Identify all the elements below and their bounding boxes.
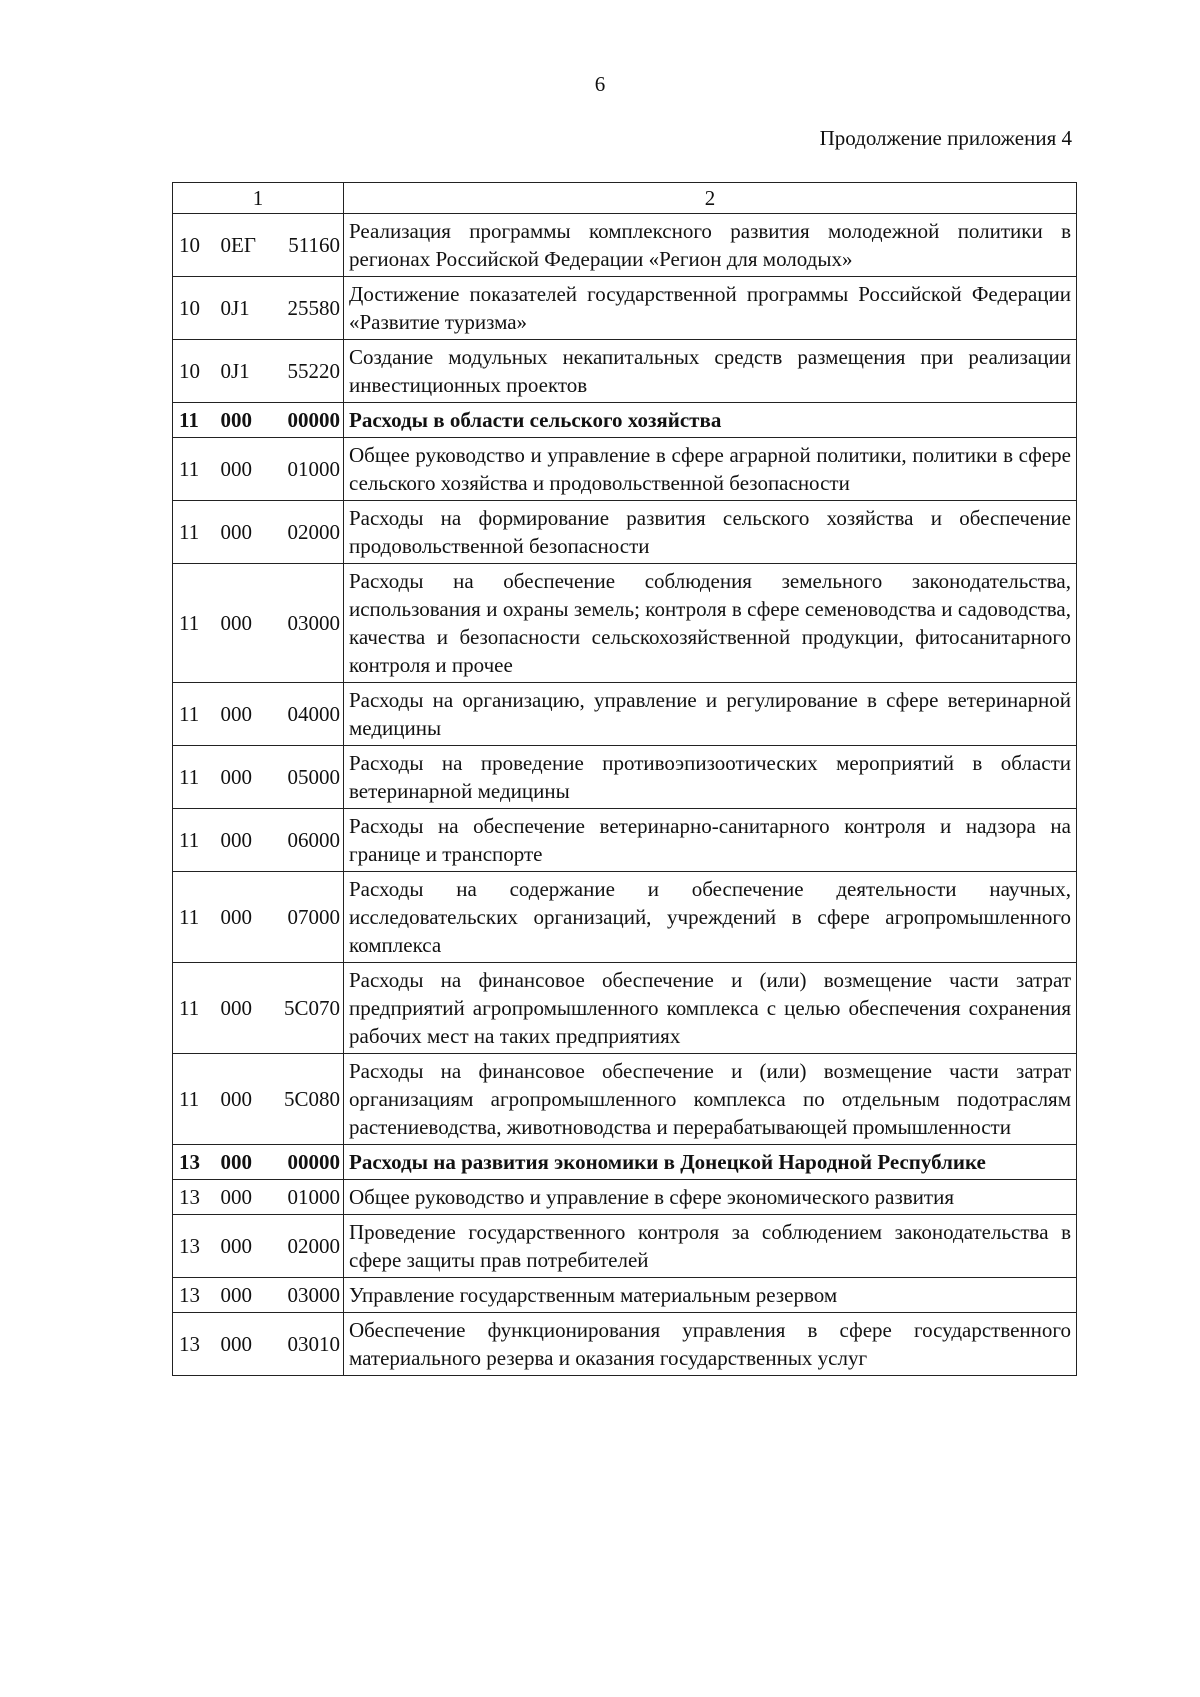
code-part-c3: 5С070 (283, 996, 340, 1020)
code-part-c1: 11 (179, 996, 200, 1020)
table-row (173, 340, 1077, 403)
table-row (173, 872, 1077, 963)
code-part-c1: 10 (179, 296, 200, 320)
row-description: Расходы на организацию, управление и регулирование в сфере ветеринарной медицины (344, 683, 1077, 746)
code-part-c2: 000 (220, 1087, 252, 1111)
column-header-description: 2 (344, 183, 1077, 214)
table-row (173, 683, 1077, 746)
code-part-c2: 000 (220, 828, 252, 852)
page-number: 6 (594, 72, 606, 96)
code-part-c1: 13 (179, 1185, 200, 1209)
code-part-c2: 000 (220, 1185, 252, 1209)
row-description: Расходы на проведение противоэпизоотических мероприятий в области ветеринарной медицины (344, 746, 1077, 809)
code-part-c2: 000 (220, 408, 252, 432)
row-description: Создание модульных некапитальных средств размещения при реализации инвестиционных проектов (344, 340, 1077, 403)
row-code (173, 1180, 344, 1215)
code-part-c3: 00000 (287, 1150, 340, 1174)
row-description: Расходы на содержание и обеспечение деятельности научных, исследовательских организаций, учреждений в сфере агропромышленного комплекса (344, 872, 1077, 963)
code-part-c3: 01000 (287, 457, 340, 481)
code-part-c1: 13 (179, 1234, 200, 1258)
code-part-c3: 00000 (287, 408, 340, 432)
code-part-c1: 10 (179, 359, 200, 383)
code-part-c1: 11 (179, 457, 200, 481)
code-part-c2: 000 (220, 905, 252, 929)
table-row (173, 809, 1077, 872)
code-part-c2: 000 (220, 611, 252, 635)
code-part-c3: 06000 (287, 828, 340, 852)
table-row (173, 501, 1077, 564)
row-description: Общее руководство и управление в сфере экономического развития (344, 1180, 1077, 1215)
table-row (173, 564, 1077, 683)
code-part-c1: 13 (179, 1283, 200, 1307)
code-part-c2: 000 (220, 457, 252, 481)
row-code (173, 438, 344, 501)
code-part-c2: 000 (220, 1150, 252, 1174)
code-part-c1: 11 (179, 611, 200, 635)
row-description: Расходы в области сельского хозяйства (344, 403, 1077, 438)
code-part-c3: 01000 (287, 1185, 340, 1209)
code-part-c1: 13 (179, 1332, 200, 1356)
row-description: Управление государственным материальным резервом (344, 1278, 1077, 1313)
code-part-c3: 02000 (287, 520, 340, 544)
row-code (173, 214, 344, 277)
code-part-c2: 0ЕГ (220, 233, 256, 257)
code-part-c1: 11 (179, 1087, 200, 1111)
table-row (173, 963, 1077, 1054)
code-part-c3: 07000 (287, 905, 340, 929)
code-part-c3: 02000 (287, 1234, 340, 1258)
table-row (173, 1215, 1077, 1278)
row-code (173, 1054, 344, 1145)
code-part-c3: 03000 (287, 611, 340, 635)
code-part-c3: 51160 (288, 233, 340, 257)
budget-classification-table (172, 182, 1077, 1376)
row-description: Расходы на обеспечение соблюдения земельного законодательства, использования и охраны земель; контроля в сфере семеноводства и садоводства, качества и безопасности сельскохозяйственной продукции, фитосанитарного контроля и прочее (344, 564, 1077, 683)
row-code (173, 872, 344, 963)
row-description: Общее руководство и управление в сфере аграрной политики, политики в сфере сельского хозяйства и продовольственной безопасности (344, 438, 1077, 501)
column-header-code: 1 (173, 183, 344, 214)
appendix-continuation-title: Продолжение приложения 4 (819, 126, 1072, 150)
code-part-c3: 55220 (287, 359, 340, 383)
table-row (173, 438, 1077, 501)
code-part-c3: 05000 (287, 765, 340, 789)
table-row (173, 1145, 1077, 1180)
table-row (173, 403, 1077, 438)
row-code (173, 809, 344, 872)
table-header-row (173, 183, 1077, 214)
code-part-c3: 03000 (287, 1283, 340, 1307)
code-part-c1: 11 (179, 765, 200, 789)
code-part-c2: 000 (220, 1283, 252, 1307)
row-description: Расходы на обеспечение ветеринарно-санитарного контроля и надзора на границе и транспорте (344, 809, 1077, 872)
table-row (173, 214, 1077, 277)
row-description: Расходы на формирование развития сельского хозяйства и обеспечение продовольственной безопасности (344, 501, 1077, 564)
row-description: Расходы на развития экономики в Донецкой Народной Республике (344, 1145, 1077, 1180)
code-part-c1: 11 (179, 408, 199, 432)
code-part-c2: 0J1 (220, 296, 250, 320)
table-body (173, 183, 1077, 1376)
row-description: Достижение показателей государственной программы Российской Федерации «Развитие туризма» (344, 277, 1077, 340)
code-part-c3: 25580 (287, 296, 340, 320)
code-part-c1: 13 (179, 1150, 200, 1174)
code-part-c1: 11 (179, 702, 200, 726)
code-part-c3: 03010 (287, 1332, 340, 1356)
row-code (173, 277, 344, 340)
table-row (173, 1180, 1077, 1215)
code-part-c2: 000 (220, 1234, 252, 1258)
row-description: Проведение государственного контроля за соблюдением законодательства в сфере защиты прав потребителей (344, 1215, 1077, 1278)
code-part-c2: 0J1 (220, 359, 250, 383)
code-part-c2: 000 (220, 520, 252, 544)
code-part-c1: 10 (179, 233, 200, 257)
row-description: Реализация программы комплексного развития молодежной политики в регионах Российской Федерации «Регион для молодых» (344, 214, 1077, 277)
code-part-c1: 11 (179, 905, 200, 929)
row-code (173, 1145, 344, 1180)
row-description: Расходы на финансовое обеспечение и (или) возмещение части затрат предприятий агропромышленного комплекса с целью обеспечения сохранения рабочих мест на таких предприятиях (344, 963, 1077, 1054)
row-code (173, 403, 344, 438)
row-code (173, 746, 344, 809)
code-part-c2: 000 (220, 996, 252, 1020)
table-row (173, 746, 1077, 809)
row-code (173, 340, 344, 403)
table-row (173, 277, 1077, 340)
row-description: Обеспечение функционирования управления в сфере государственного материального резерва и оказания государственных услуг (344, 1313, 1077, 1376)
row-code (173, 1215, 344, 1278)
code-part-c2: 000 (220, 702, 252, 726)
row-description: Расходы на финансовое обеспечение и (или) возмещение части затрат организациям агропромышленного комплекса по отдельным подотраслям растениеводства, животноводства и перерабатывающей промышленности (344, 1054, 1077, 1145)
row-code (173, 963, 344, 1054)
row-code (173, 683, 344, 746)
code-part-c2: 000 (220, 765, 252, 789)
code-part-c3: 04000 (287, 702, 340, 726)
table-row (173, 1313, 1077, 1376)
row-code (173, 1313, 344, 1376)
row-code (173, 501, 344, 564)
code-part-c3: 5С080 (283, 1087, 340, 1111)
table-row (173, 1054, 1077, 1145)
code-part-c1: 11 (179, 828, 200, 852)
code-part-c1: 11 (179, 520, 200, 544)
code-part-c2: 000 (220, 1332, 252, 1356)
table-row (173, 1278, 1077, 1313)
row-code (173, 564, 344, 683)
row-code (173, 1278, 344, 1313)
